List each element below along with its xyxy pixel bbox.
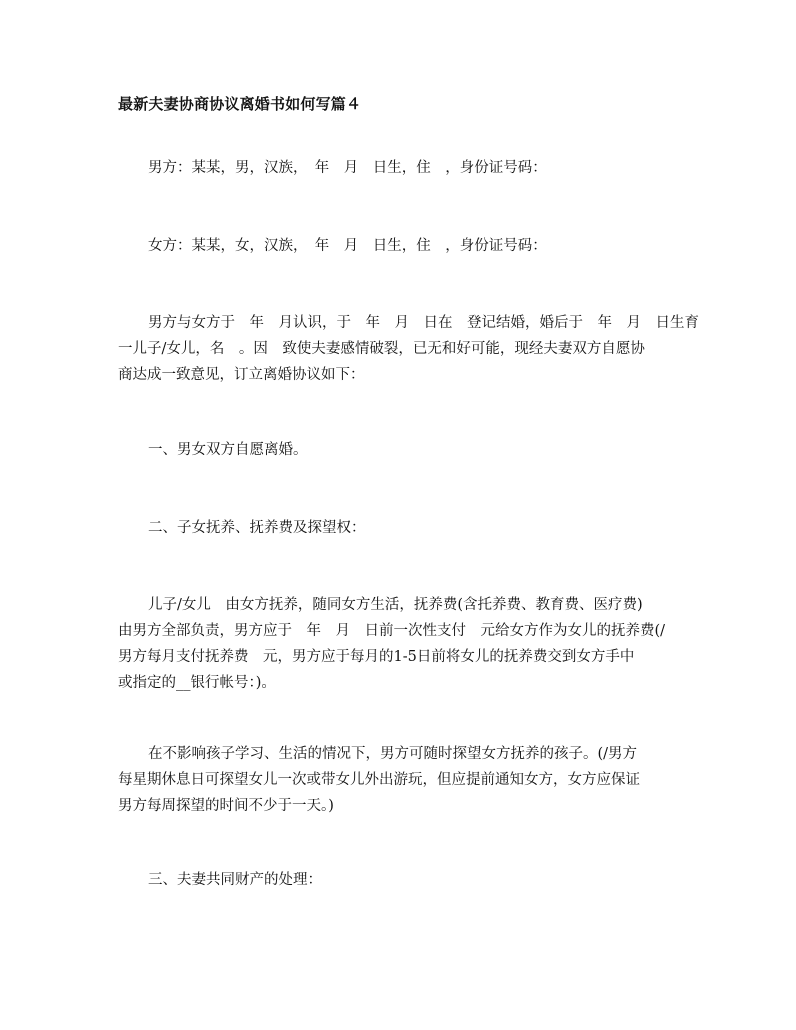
paragraph-line: 男方每周探望的时间不少于一天。): [118, 798, 334, 814]
paragraph-line: 男方与女方于 年 月认识，于 年 月 日在 登记结婚，婚后于 年 月 日生育: [148, 315, 699, 331]
paragraph-female-party: [118, 233, 690, 259]
paragraph-visitation: [118, 741, 690, 819]
paragraph-line: 在不影响孩子学习、生活的情况下，男方可随时探望女方抚养的孩子。(/男方: [148, 746, 638, 762]
paragraph-line: 女方：某某，女，汉族， 年 月 日生，住 ，身份证号码：: [148, 238, 547, 254]
paragraph-line: 一儿子/女儿，名 。因 致使夫妻感情破裂，已无和好可能，现经夫妻双方自愿协: [118, 341, 645, 357]
paragraph-line: 一、男女双方自愿离婚。: [148, 442, 308, 458]
paragraph-line: 男方：某某，男，汉族， 年 月 日生，住 ，身份证号码：: [148, 160, 547, 176]
section-heading-custody: [118, 515, 690, 541]
paragraph-child-support: [118, 592, 690, 696]
paragraph-line: 三、夫妻共同财产的处理：: [148, 872, 322, 888]
section-heading-property: [118, 867, 690, 893]
paragraph-line: 由男方全部负责，男方应于 年 月 日前一次性支付 元给女方作为女儿的抚养费(/: [118, 623, 666, 639]
paragraph-line: 或指定的__银行帐号：)。: [118, 675, 276, 691]
paragraph-line: 商达成一致意见，订立离婚协议如下：: [118, 367, 365, 383]
paragraph-line: 每星期休息日可探望女儿一次或带女儿外出游玩，但应提前通知女方，女方应保证: [118, 772, 640, 788]
section-heading-divorce: [118, 437, 690, 463]
paragraph-line: 男方每月支付抚养费 元，男方应于每月的1-5日前将女儿的抚养费交到女方手中: [118, 649, 635, 665]
paragraph-male-party: [118, 155, 690, 181]
paragraph-background: [118, 310, 699, 388]
paragraph-line: 儿子/女儿 由女方抚养，随同女方生活，抚养费(含托养费、教育费、医疗费): [148, 597, 643, 613]
document-title: 最新夫妻协商协议离婚书如何写篇４: [118, 95, 362, 113]
paragraph-line: 二、子女抚养、抚养费及探望权：: [148, 520, 366, 536]
